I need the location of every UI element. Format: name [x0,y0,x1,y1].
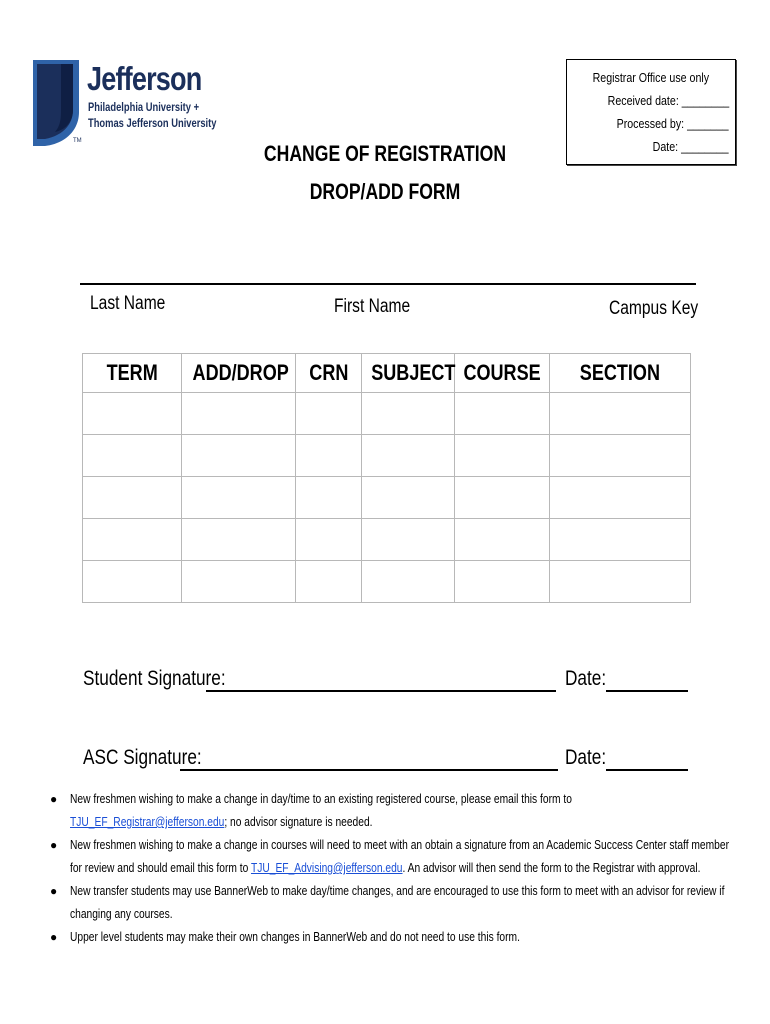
bullet-icon: ● [50,838,58,852]
add-drop-cell[interactable] [182,435,296,477]
term-cell[interactable] [83,519,182,561]
add-drop-cell[interactable] [182,477,296,519]
student-signature-line[interactable] [206,690,556,692]
asc-date-line[interactable] [606,769,688,771]
logo-line2: Thomas Jefferson University [88,116,217,130]
crn-cell[interactable] [296,477,362,519]
note-text: New freshmen wishing to make a change in courses will need to meet with an obtain a signature from an Academic Success Center staff member for review and should email this form to [70,838,729,875]
section-cell[interactable] [550,477,691,519]
crn-cell[interactable] [296,435,362,477]
received-date-field[interactable]: Received date: ________ [607,93,729,108]
crn-cell[interactable] [296,561,362,603]
list-item [50,880,730,926]
first-name-label: First Name [334,296,411,317]
term-header: TERM [83,354,182,393]
table-row [83,477,691,519]
registrar-date-field[interactable]: Date: ________ [653,139,729,154]
logo-name: Jefferson [87,60,202,97]
bullet-icon: ● [50,930,58,944]
registrar-heading: Registrar Office use only [592,70,709,85]
student-date-label: Date: [565,667,607,690]
subject-cell[interactable] [362,477,455,519]
course-cell[interactable] [455,435,550,477]
logo-tm: TM [73,138,82,144]
asc-signature-label: ASC Signature: [83,746,202,769]
crn-cell[interactable] [296,519,362,561]
jefferson-shield-icon [33,60,79,146]
course-cell[interactable] [455,393,550,435]
subject-cell[interactable] [362,393,455,435]
list-item [50,926,730,949]
add-drop-cell[interactable] [182,561,296,603]
add-drop-cell[interactable] [182,393,296,435]
add-drop-cell[interactable] [182,519,296,561]
bullet-icon: ● [50,792,58,806]
course-cell[interactable] [455,477,550,519]
note-text: New freshmen wishing to make a change in day/time to an existing registered course, please email this form to [70,792,572,806]
section-cell[interactable] [550,561,691,603]
note-text: ; no advisor signature is needed. [224,815,373,829]
advising-email-link[interactable]: TJU_EF_Advising@jefferson.edu [250,861,403,875]
add-drop-header: ADD/DROP [182,354,296,393]
table-row [83,561,691,603]
term-cell[interactable] [83,561,182,603]
campus-key-label: Campus Key [609,298,699,319]
processed-by-field[interactable]: Processed by: _______ [616,116,729,131]
subject-header: SUBJECT [362,354,455,393]
asc-date-label: Date: [565,746,607,769]
course-header: COURSE [455,354,550,393]
subject-cell[interactable] [362,435,455,477]
section-cell[interactable] [550,393,691,435]
course-cell[interactable] [455,561,550,603]
subject-cell[interactable] [362,519,455,561]
table-row [83,393,691,435]
table-row [83,519,691,561]
course-change-table [82,353,691,603]
last-name-label: Last Name [90,293,166,314]
asc-signature-line[interactable] [180,769,558,771]
student-date-line[interactable] [606,690,688,692]
list-item [50,788,730,834]
note-text: New transfer students may use BannerWeb to make day/time changes, and are encouraged to use this form to meet with an advisor for review if changing any courses. [70,884,725,921]
term-cell[interactable] [83,477,182,519]
section-cell[interactable] [550,519,691,561]
name-entry-line[interactable] [80,283,696,285]
section-cell[interactable] [550,435,691,477]
bullet-icon: ● [50,884,58,898]
form-subtitle: DROP/ADD FORM [309,179,461,204]
course-cell[interactable] [455,519,550,561]
table-header-row [83,354,691,393]
crn-cell[interactable] [296,393,362,435]
logo-line1: Philadelphia University + [88,100,200,114]
registrar-email-link[interactable]: TJU_EF_Registrar@jefferson.edu [70,815,225,829]
form-title: CHANGE OF REGISTRATION [263,141,507,166]
subject-cell[interactable] [362,561,455,603]
student-signature-label: Student Signature: [83,667,226,690]
table-row [83,435,691,477]
note-text: . An advisor will then send the form to the Registrar with approval. [402,861,701,875]
crn-header: CRN [296,354,362,393]
list-item [50,834,730,880]
instructions-list [50,788,730,949]
note-text: Upper level students may make their own changes in BannerWeb and do not need to use this form. [70,930,520,944]
section-header: SECTION [550,354,691,393]
term-cell[interactable] [83,393,182,435]
term-cell[interactable] [83,435,182,477]
